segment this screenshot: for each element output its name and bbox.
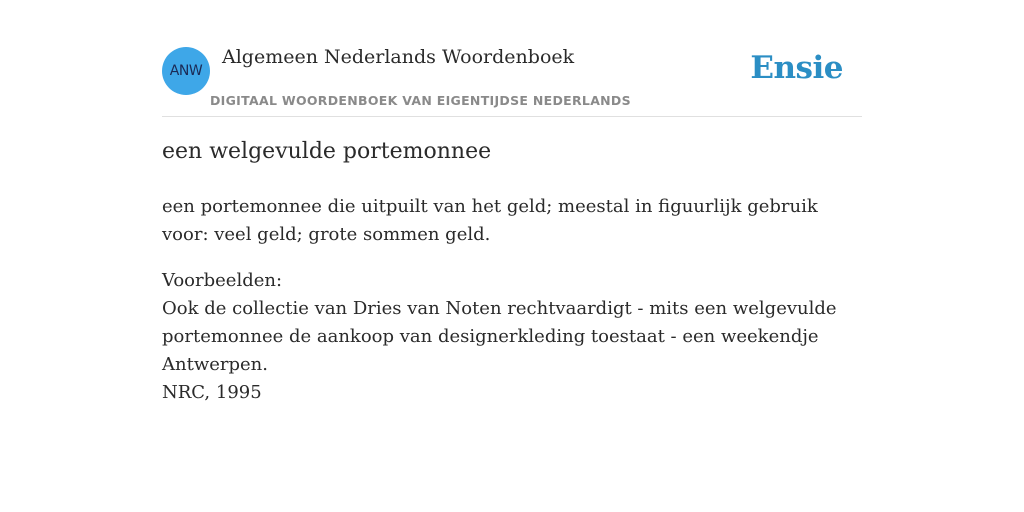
entry-card bbox=[162, 0, 862, 512]
anw-logo[interactable] bbox=[162, 47, 210, 95]
dictionary-subtitle: DIGITAAL WOORDENBOEK VAN EIGENTIJDSE NEDERLANDS bbox=[210, 93, 631, 108]
example-text: Ook de collectie van Dries van Noten rechtvaardigt - mits een welgevulde portemonnee de aankoop van designerkleding toestaat - een weekendje Antwerpen. bbox=[162, 298, 837, 375]
examples-label: Voorbeelden: bbox=[162, 270, 283, 291]
header bbox=[162, 0, 862, 117]
examples-section bbox=[162, 267, 862, 407]
logo-text: ANW bbox=[169, 63, 203, 79]
ensie-brand-logo[interactable]: Ensie bbox=[750, 50, 843, 86]
entry-definition: een portemonnee die uitpuilt van het geld; meestal in figuurlijk gebruik voor: veel geld; grote sommen geld. bbox=[162, 196, 818, 245]
dictionary-name[interactable]: Algemeen Nederlands Woordenboek bbox=[222, 46, 575, 68]
entry-term: een welgevulde portemonnee bbox=[162, 139, 492, 164]
example-source: NRC, 1995 bbox=[162, 382, 262, 403]
